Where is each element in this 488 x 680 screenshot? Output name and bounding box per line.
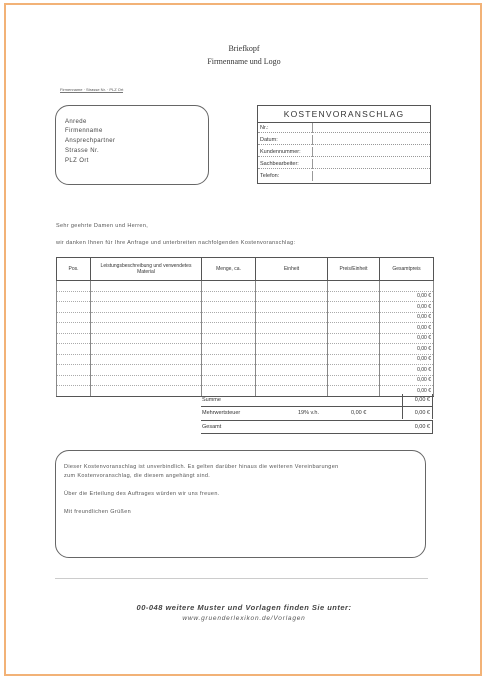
- closing-paragraph-1-line-2: zum Kostenvoranschlag, die diesem angehängt sind.: [64, 473, 211, 479]
- col-header-total-price: Gesamtpreis: [380, 258, 434, 281]
- table-cell[interactable]: [328, 375, 380, 386]
- table-row[interactable]: [57, 333, 434, 344]
- table-cell[interactable]: [91, 354, 202, 365]
- footer-promo-link[interactable]: www.gruenderlexikon.de/Vorlagen: [182, 615, 306, 622]
- sum-value: 0,00 €: [414, 397, 430, 403]
- table-cell[interactable]: [57, 365, 91, 376]
- table-row[interactable]: [57, 354, 434, 365]
- row-total-cell[interactable]: 0,00 €: [380, 365, 434, 376]
- table-cell[interactable]: [328, 323, 380, 334]
- quote-field-customer-number[interactable]: Kundennummer:: [258, 147, 430, 157]
- table-cell[interactable]: [256, 375, 328, 386]
- table-cell[interactable]: [91, 375, 202, 386]
- sum-row: [201, 394, 433, 406]
- vat-row: [201, 406, 433, 419]
- table-cell[interactable]: [202, 344, 256, 355]
- table-cell[interactable]: [91, 323, 202, 334]
- table-cell[interactable]: [256, 323, 328, 334]
- row-total-cell[interactable]: 0,00 €: [380, 333, 434, 344]
- table-cell[interactable]: [256, 354, 328, 365]
- table-cell[interactable]: [328, 354, 380, 365]
- vat-rate: 19% v.h.: [298, 410, 319, 416]
- table-cell[interactable]: [202, 354, 256, 365]
- sender-line: Firmenname · Strasse Nr. · PLZ Ort: [60, 87, 124, 92]
- table-cell[interactable]: [57, 281, 91, 292]
- sum-label: Summe: [202, 397, 221, 403]
- vat-label: Mehrwertsteuer: [202, 410, 241, 416]
- address-line-company: Firmenname: [65, 128, 103, 134]
- table-cell[interactable]: [202, 365, 256, 376]
- table-cell[interactable]: [57, 312, 91, 323]
- col-header-unit-price: Preis/Einheit: [328, 258, 380, 281]
- table-row[interactable]: [57, 344, 434, 355]
- table-cell[interactable]: [57, 333, 91, 344]
- table-cell[interactable]: [202, 281, 256, 292]
- quote-field-phone[interactable]: Telefon:: [258, 171, 430, 181]
- table-row[interactable]: [57, 323, 434, 334]
- table-cell[interactable]: [91, 281, 202, 292]
- table-cell[interactable]: [57, 354, 91, 365]
- quote-title: KOSTENVORANSCHLAG: [258, 106, 430, 123]
- table-cell[interactable]: [256, 365, 328, 376]
- table-cell[interactable]: [328, 302, 380, 313]
- table-cell[interactable]: [202, 302, 256, 313]
- col-header-unit: Einheit: [256, 258, 328, 281]
- grand-total-value: 0,00 €: [414, 424, 430, 430]
- table-cell[interactable]: [256, 291, 328, 302]
- table-row[interactable]: [57, 365, 434, 376]
- table-cell[interactable]: [328, 333, 380, 344]
- vat-value: 0,00 €: [414, 410, 430, 416]
- vat-amount: 0,00 €: [351, 410, 367, 416]
- table-cell[interactable]: [91, 365, 202, 376]
- col-header-description: Leistungsbeschreibung und verwendetes Material: [91, 258, 202, 281]
- table-cell[interactable]: [57, 344, 91, 355]
- closing-paragraph-1-line-1: Dieser Kostenvoranschlag ist unverbindlich. Es gelten darüber hinaus die weiteren Vereinbarungen: [64, 464, 339, 470]
- footer-divider: [55, 578, 428, 579]
- letterhead-line-2: Firmenname und Logo: [207, 57, 281, 66]
- table-cell[interactable]: [57, 291, 91, 302]
- row-total-cell[interactable]: 0,00 €: [380, 312, 434, 323]
- row-total-cell[interactable]: 0,00 €: [380, 323, 434, 334]
- row-total-cell[interactable]: 0,00 €: [380, 386, 434, 397]
- table-row[interactable]: [57, 291, 434, 302]
- grand-total-label: Gesamt: [202, 424, 222, 430]
- quote-field-number[interactable]: Nr.:: [258, 123, 430, 133]
- table-cell[interactable]: [202, 323, 256, 334]
- salutation-text: Sehr geehrte Damen und Herren,: [56, 223, 149, 229]
- quote-field-date[interactable]: Datum:: [258, 135, 430, 145]
- row-total-cell[interactable]: 0,00 €: [380, 344, 434, 355]
- table-row[interactable]: [57, 302, 434, 313]
- footer-promo-text: 00-048 weitere Muster und Vorlagen finden Sie unter:: [136, 603, 352, 612]
- table-cell[interactable]: [256, 344, 328, 355]
- table-row[interactable]: [57, 281, 434, 292]
- table-cell[interactable]: [328, 365, 380, 376]
- table-cell[interactable]: [256, 281, 328, 292]
- table-cell[interactable]: [328, 291, 380, 302]
- letterhead-line-1: Briefkopf: [228, 44, 260, 53]
- table-cell[interactable]: [57, 375, 91, 386]
- table-cell[interactable]: [91, 386, 202, 397]
- table-cell[interactable]: [256, 302, 328, 313]
- recipient-address-box: [55, 105, 209, 185]
- table-cell[interactable]: [202, 291, 256, 302]
- table-cell[interactable]: [328, 344, 380, 355]
- table-cell[interactable]: [256, 312, 328, 323]
- quote-field-clerk[interactable]: Sachbearbeiter:: [258, 159, 430, 169]
- table-cell[interactable]: [91, 302, 202, 313]
- table-cell[interactable]: [91, 291, 202, 302]
- closing-paragraph-2: Über die Erteilung des Auftrages würden wir uns freuen.: [64, 491, 220, 497]
- col-header-quantity: Menge, ca.: [202, 258, 256, 281]
- table-cell[interactable]: [328, 312, 380, 323]
- table-cell[interactable]: [380, 281, 434, 292]
- intro-text: wir danken Ihnen für Ihre Anfrage und unterbreiten nachfolgenden Kostenvoranschlag:: [56, 240, 296, 246]
- table-cell[interactable]: [91, 312, 202, 323]
- table-cell[interactable]: [202, 312, 256, 323]
- table-cell[interactable]: [57, 302, 91, 313]
- table-cell[interactable]: [57, 323, 91, 334]
- address-line-salutation: Anrede: [65, 119, 87, 125]
- address-line-street: Strasse Nr.: [65, 148, 100, 154]
- table-cell[interactable]: [202, 375, 256, 386]
- table-cell[interactable]: [57, 386, 91, 397]
- table-cell[interactable]: [256, 333, 328, 344]
- row-total-cell[interactable]: 0,00 €: [380, 302, 434, 313]
- table-cell[interactable]: [328, 281, 380, 292]
- table-row[interactable]: [57, 375, 434, 386]
- items-table: [56, 257, 434, 397]
- address-line-contact: Ansprechpartner: [65, 138, 116, 144]
- closing-regards: Mit freundlichen Grüßen: [64, 509, 132, 515]
- items-table-header: [57, 258, 434, 281]
- quote-info-box: [257, 105, 431, 184]
- table-cell[interactable]: [202, 333, 256, 344]
- table-cell[interactable]: [91, 344, 202, 355]
- address-line-city: PLZ Ort: [65, 158, 89, 164]
- table-cell[interactable]: [91, 333, 202, 344]
- row-total-cell[interactable]: 0,00 €: [380, 354, 434, 365]
- row-total-cell[interactable]: 0,00 €: [380, 291, 434, 302]
- row-total-cell[interactable]: 0,00 €: [380, 375, 434, 386]
- grand-total-row: [201, 420, 433, 434]
- col-header-pos: Pos.: [57, 258, 91, 281]
- table-row[interactable]: [57, 312, 434, 323]
- closing-text-box: [55, 450, 426, 558]
